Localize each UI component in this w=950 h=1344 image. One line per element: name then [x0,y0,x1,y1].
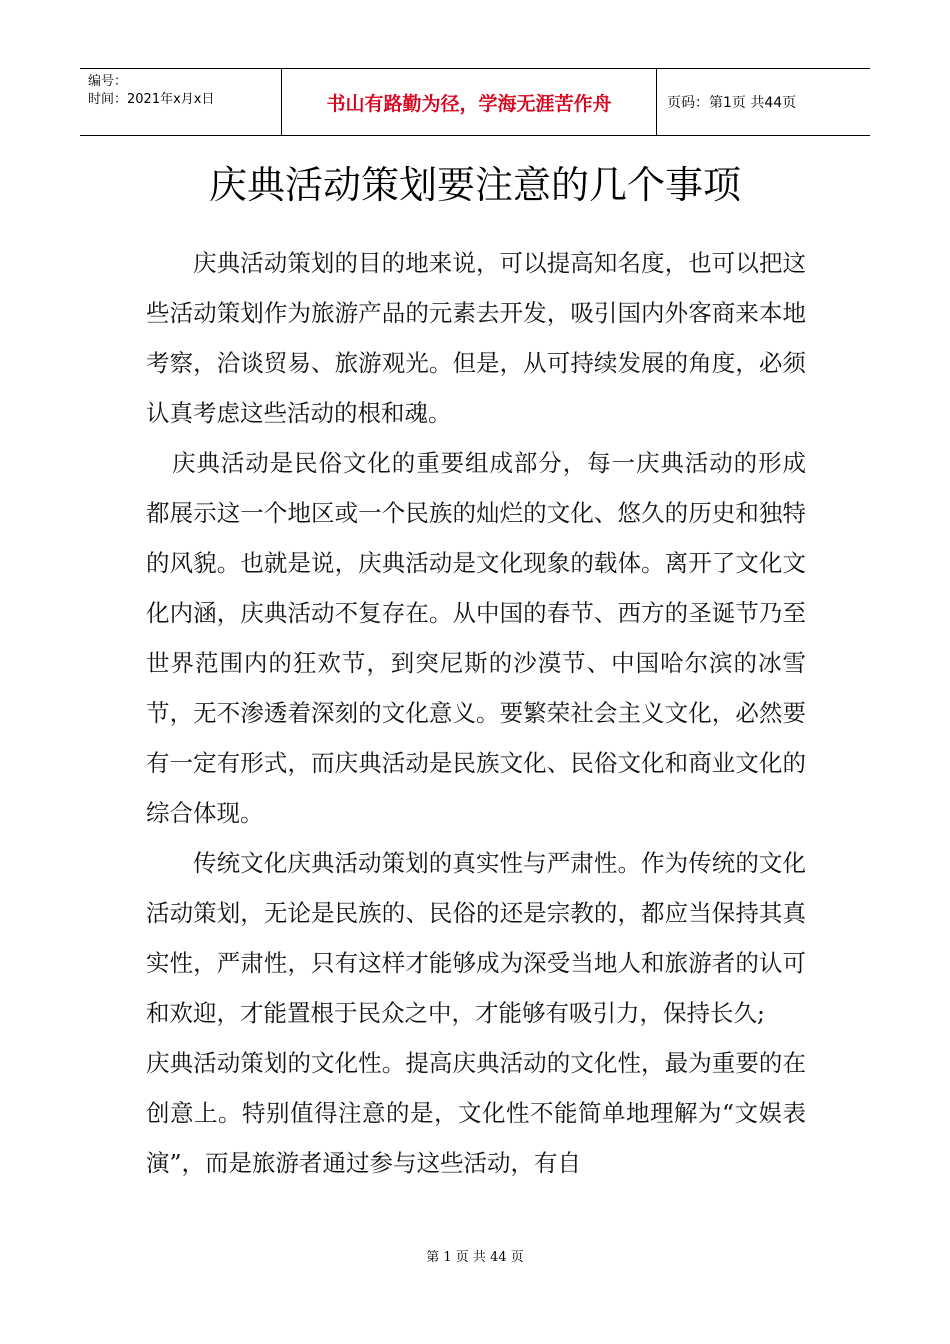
header-meta-cell [80,69,282,135]
document-body [146,238,806,1188]
page-footer: 第 1 页 共 44 页 [426,1250,524,1265]
header-motto: 书山有路勤为径，学海无涯苦作舟 [282,69,657,135]
document-number-label: 编号： [88,74,128,89]
document-header [80,68,870,136]
paragraph-1: 庆典活动策划的目的地来说，可以提高知名度，也可以把这些活动策划作为旅游产品的元素去开发，吸引国内外客商来本地考察，洽谈贸易、旅游观光。但是，从可持续发展的角度，必须认真考虑这些活动的根和魂。 [146,249,806,427]
paragraph-3: 传统文化庆典活动策划的真实性与严肃性。作为传统的文化活动策划，无论是民族的、民俗的还是宗教的，都应当保持其真实性，严肃性，只有这样才能够成为深受当地人和旅游者的认可和欢迎，才能置根于民众之中，才能够有吸引力，保持长久; [146,849,806,1027]
paragraph-2: 庆典活动是民俗文化的重要组成部分，每一庆典活动的形成都展示这一个地区或一个民族的灿烂的文化、悠久的历史和独特的风貌。也就是说，庆典活动是文化现象的载体。离开了文化文化内涵，庆典活动不复存在。从中国的春节、西方的圣诞节乃至世界范围内的狂欢节，到突尼斯的沙漠节、中国哈尔滨的冰雪节，无不渗透着深刻的文化意义。要繁荣社会主义文化，必然要有一定有形式，而庆典活动是民族文化、民俗文化和商业文化的综合体现。 [146,449,806,827]
document-date: 时间：2021年x月x日 [88,92,215,107]
header-page-info: 页码：第1页 共44页 [667,95,797,111]
document-title: 庆典活动策划要注意的几个事项 [208,163,741,207]
paragraph-4: 庆典活动策划的文化性。提高庆典活动的文化性，最为重要的在创意上。特别值得注意的是，文化性不能简单地理解为“文娱表演”，而是旅游者通过参与这些活动，有自 [146,1049,806,1177]
